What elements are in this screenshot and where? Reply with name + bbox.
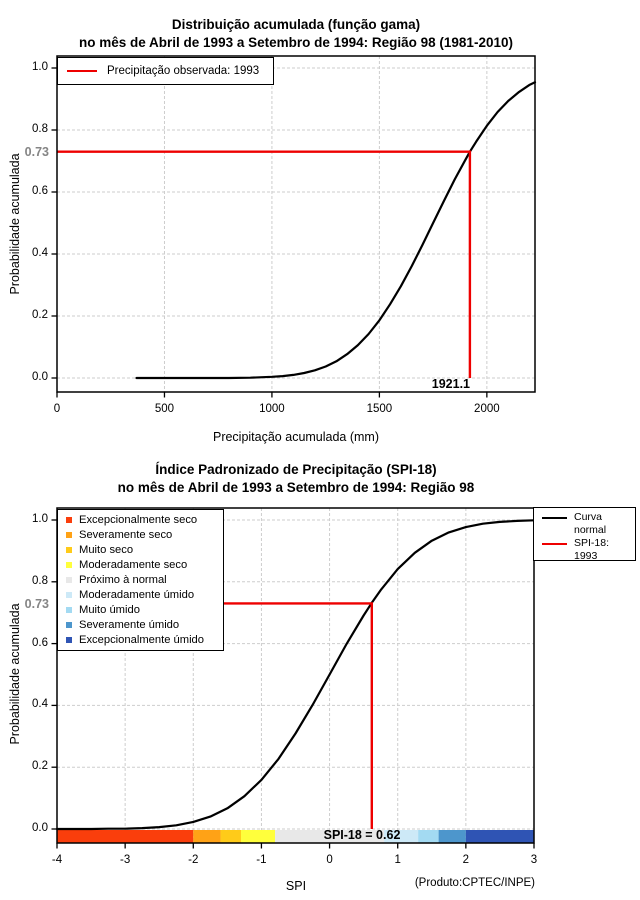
y-tick-label: 0.0 bbox=[32, 822, 48, 834]
x-tick-label: -2 bbox=[188, 854, 199, 866]
spi-category-swatch bbox=[66, 622, 72, 628]
chart1-subtitle: no mês de Abril de 1993 a Setembro de 1994: Região 98 (1981-2010) bbox=[79, 35, 513, 50]
spi-legend-item bbox=[58, 558, 223, 572]
spi-value-annotation: SPI-18 = 0.62 bbox=[323, 828, 401, 842]
spi-legend-item bbox=[58, 603, 223, 617]
spi-category-label: Moderadamente úmido bbox=[79, 589, 195, 601]
spi-category-swatch bbox=[66, 577, 72, 583]
y-tick-label: 0.4 bbox=[32, 247, 48, 259]
spi-category-label: Próximo à normal bbox=[79, 574, 167, 586]
spi-category-label: Muito úmido bbox=[79, 604, 140, 616]
observed-precip-line-swatch bbox=[67, 70, 97, 72]
spi-category-legend bbox=[57, 509, 224, 651]
y-tick-label: 0.2 bbox=[32, 760, 48, 773]
spi-legend-item bbox=[58, 513, 223, 527]
x-tick-label: 3 bbox=[530, 854, 538, 866]
y-tick-label: 0.6 bbox=[32, 636, 48, 649]
plot-box bbox=[57, 56, 535, 392]
y-tick-label: 0.6 bbox=[32, 185, 48, 197]
gamma-cdf-curve bbox=[137, 82, 536, 378]
spi-category-label: Excepcionalmente úmido bbox=[79, 634, 204, 646]
x-tick-label: -3 bbox=[120, 854, 131, 866]
chart2-x-axis-label: SPI bbox=[285, 879, 307, 893]
colorbar-segment bbox=[57, 830, 193, 843]
x-tick-label: 2 bbox=[462, 854, 470, 866]
chart2-y-axis-label: Probabilidade acumulada bbox=[8, 603, 22, 745]
y-tick-label: 0.2 bbox=[32, 309, 48, 321]
x-tick-label: -1 bbox=[256, 854, 267, 866]
spi-legend-item bbox=[58, 528, 223, 542]
chart1-y-axis-label: Probabilidade acumulada bbox=[8, 153, 22, 295]
colorbar-segment bbox=[418, 830, 438, 843]
spi-1993-label: SPI-18: 1993 bbox=[574, 537, 610, 562]
observed-precip-legend-label: Precipitação observada: 1993 bbox=[107, 65, 260, 77]
spi-category-swatch bbox=[66, 607, 72, 613]
x-tick-label: 1000 bbox=[259, 403, 285, 415]
spi-category-swatch bbox=[66, 592, 72, 598]
normal-curve-line-swatch bbox=[542, 517, 567, 519]
chart1-marker-probability-label: 0.73 bbox=[24, 145, 49, 159]
chart1-marker-value-label: 1921.1 bbox=[431, 377, 470, 391]
y-tick-label: 0.0 bbox=[32, 371, 48, 383]
spi-category-label: Excepcionalmente seco bbox=[79, 514, 198, 526]
x-tick-label: 1500 bbox=[366, 403, 393, 415]
spi-category-swatch bbox=[66, 532, 72, 538]
spi-legend-item bbox=[58, 618, 223, 632]
x-tick-label: -4 bbox=[51, 854, 63, 866]
marker-red-line bbox=[57, 152, 470, 378]
legend-item-normal-curve bbox=[534, 511, 635, 537]
colorbar-segment bbox=[466, 830, 534, 843]
chart2-title: Índice Padronizado de Precipitação (SPI-18) bbox=[155, 462, 437, 477]
spi-legend-item bbox=[58, 573, 223, 587]
y-tick-label: 0.8 bbox=[32, 123, 48, 135]
normal-curve-label: Curva normal bbox=[574, 511, 607, 536]
spi-legend-item bbox=[58, 588, 223, 602]
y-tick-label: 0.8 bbox=[32, 574, 48, 587]
spi-category-swatch bbox=[66, 637, 72, 643]
spi-category-swatch bbox=[66, 517, 72, 523]
x-tick-label: 1 bbox=[394, 854, 401, 866]
spi-category-swatch bbox=[66, 547, 72, 553]
spi-legend-item bbox=[58, 543, 223, 557]
spi-legend-item bbox=[58, 633, 223, 647]
chart2-curve-legend bbox=[533, 507, 636, 561]
product-credit: (Produto:CPTEC/INPE) bbox=[414, 877, 535, 889]
chart1-legend bbox=[57, 57, 274, 85]
chart1-title: Distribuição acumulada (função gama) bbox=[171, 17, 421, 32]
colorbar-segment bbox=[221, 830, 241, 843]
spi-category-label: Severamente úmido bbox=[79, 619, 180, 631]
colorbar-segment bbox=[193, 830, 220, 843]
colorbar-segment bbox=[439, 830, 466, 843]
spi-1993-line-swatch bbox=[542, 543, 567, 545]
chart1-x-axis-label: Precipitação acumulada (mm) bbox=[212, 430, 380, 444]
y-tick-label: 0.4 bbox=[32, 698, 48, 711]
x-tick-label: 500 bbox=[154, 403, 175, 415]
colorbar-segment bbox=[241, 830, 275, 843]
x-tick-label: 0 bbox=[53, 403, 61, 415]
chart2-marker-probability-label: 0.73 bbox=[24, 597, 49, 611]
y-tick-label: 1.0 bbox=[32, 513, 48, 525]
spi-category-label: Moderadamente seco bbox=[79, 559, 188, 571]
spi-category-label: Muito seco bbox=[79, 544, 134, 556]
spi-category-label: Severamente seco bbox=[79, 529, 173, 541]
spi-category-swatch bbox=[66, 562, 72, 568]
y-tick-label: 1.0 bbox=[32, 61, 48, 73]
x-tick-label: 2000 bbox=[474, 403, 500, 415]
x-tick-label: 0 bbox=[326, 854, 333, 866]
legend-item-spi-1993 bbox=[534, 537, 635, 563]
chart2-subtitle: no mês de Abril de 1993 a Setembro de 1994: Região 98 bbox=[117, 480, 475, 495]
